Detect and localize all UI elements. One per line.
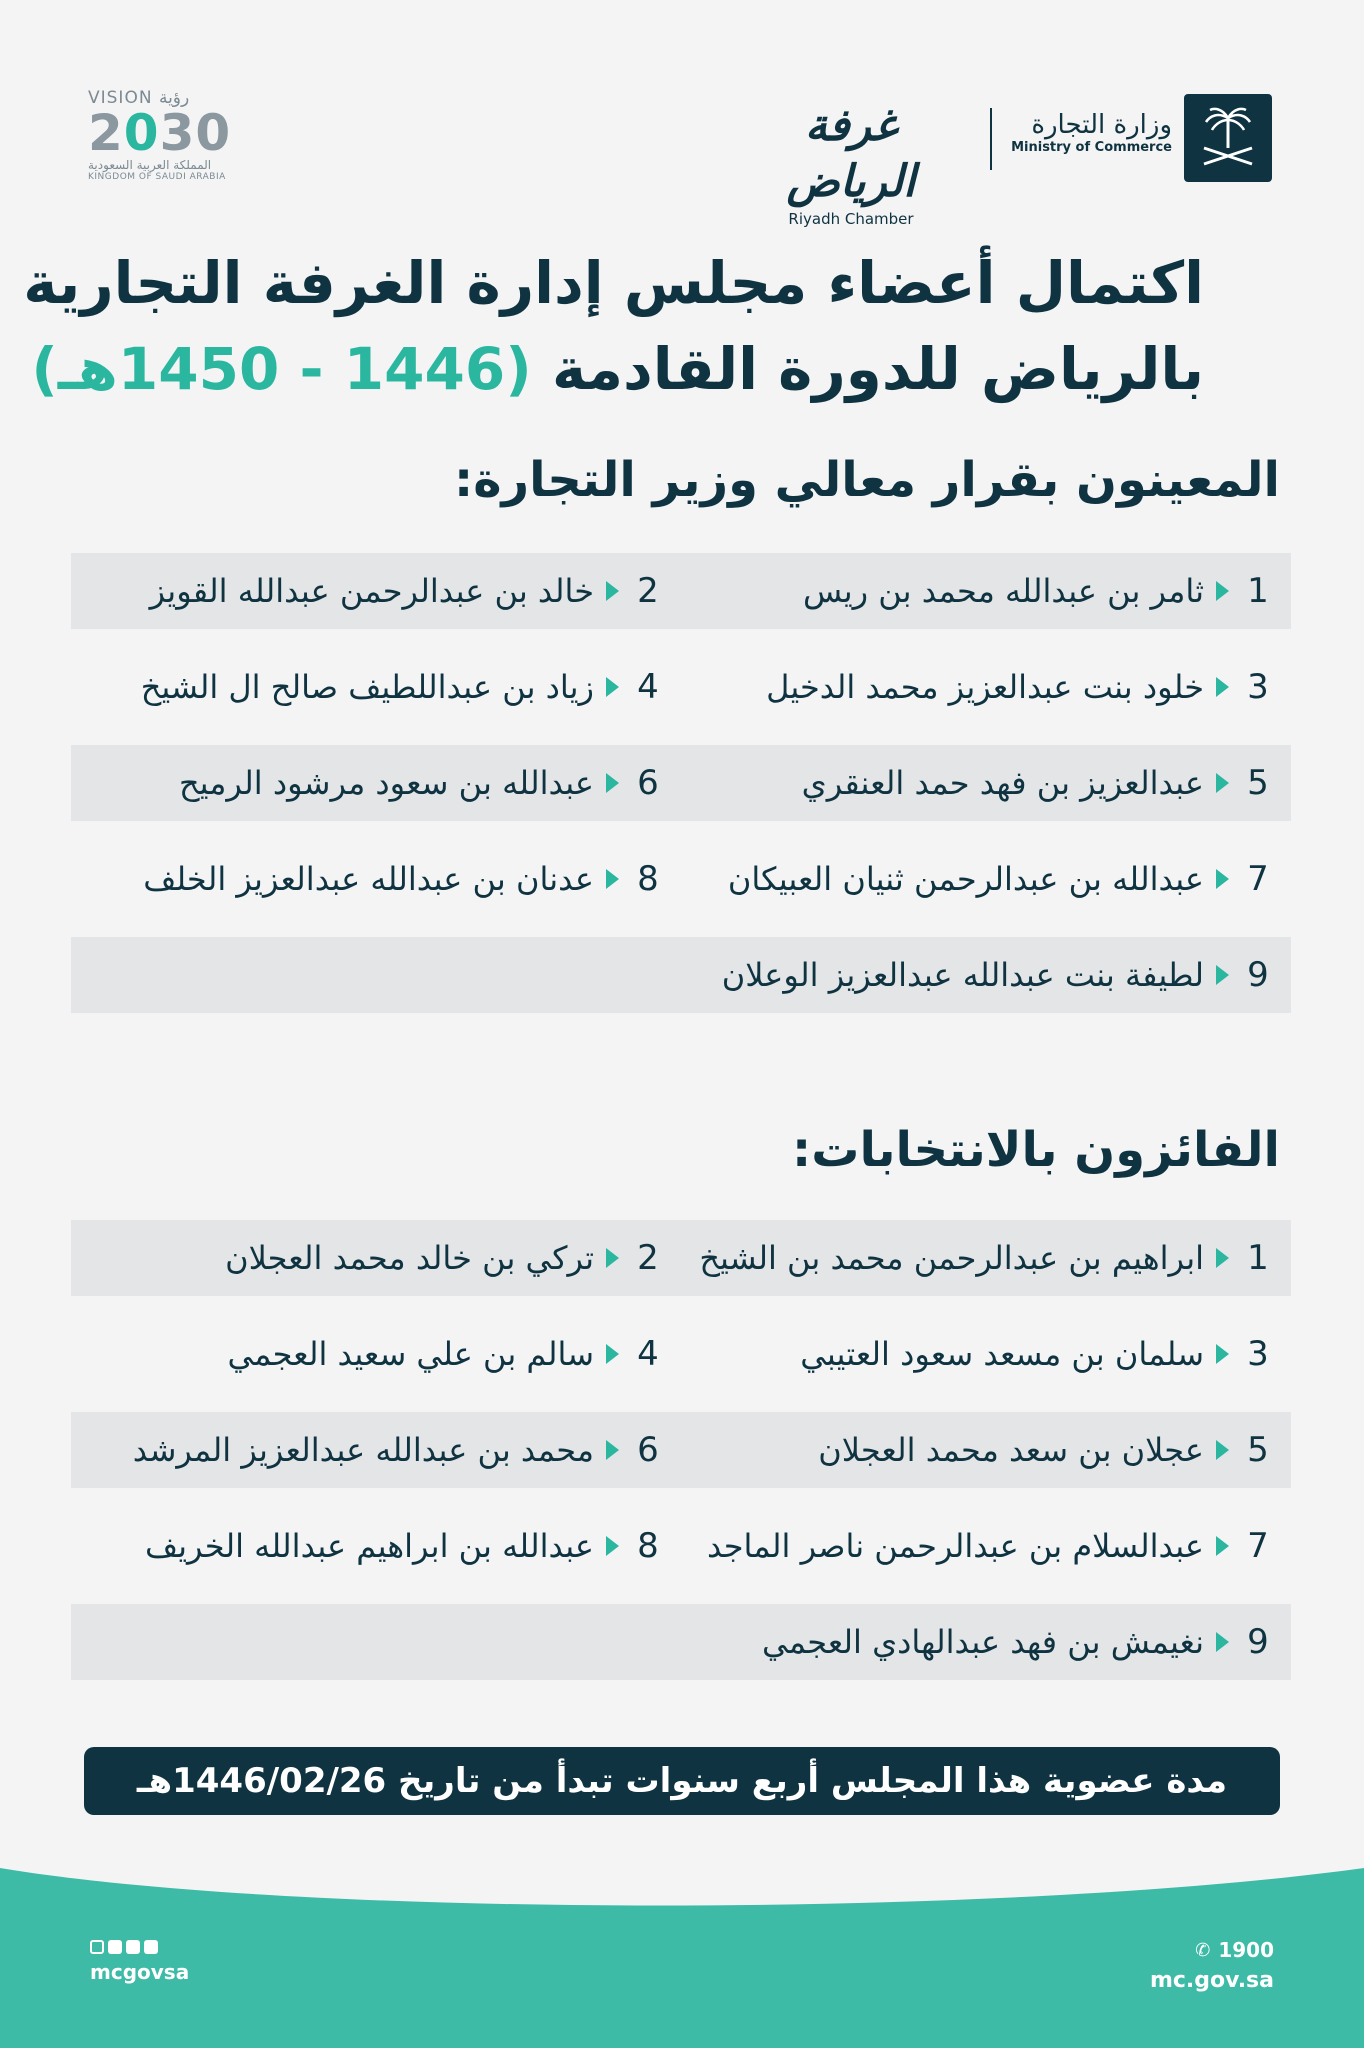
social-handle[interactable]: mcgovsa — [90, 1960, 190, 1984]
elected-heading: الفائزون بالانتخابات: — [792, 1122, 1280, 1178]
member-number: 1 — [1247, 571, 1269, 611]
member-number: 6 — [637, 1430, 659, 1470]
phone-icon: ✆ — [1195, 1939, 1211, 1961]
bullet-arrow-icon — [606, 1344, 619, 1364]
youtube-icon[interactable] — [144, 1940, 158, 1954]
member-row — [71, 841, 1291, 917]
member-item — [681, 649, 1291, 725]
member-item — [681, 937, 1291, 1013]
member-item — [71, 841, 681, 917]
bullet-arrow-icon — [1216, 1248, 1229, 1268]
member-name: زياد بن عبداللطيف صالح ال الشيخ — [140, 668, 594, 706]
member-number: 2 — [637, 571, 659, 611]
bullet-arrow-icon — [1216, 773, 1229, 793]
member-item — [681, 1412, 1291, 1488]
member-name: عبدالله بن سعود مرشود الرميح — [178, 764, 594, 802]
member-name: خالد بن عبدالرحمن عبدالله القويز — [149, 572, 594, 610]
member-name: لطيفة بنت عبدالله عبدالعزيز الوعلان — [721, 956, 1204, 994]
bullet-arrow-icon — [1216, 677, 1229, 697]
member-row — [71, 937, 1291, 1013]
member-name: عبدالله بن عبدالرحمن ثنيان العبيكان — [727, 860, 1204, 898]
member-name: تركي بن خالد محمد العجلان — [225, 1239, 594, 1277]
member-number: 4 — [637, 667, 659, 707]
bullet-arrow-icon — [1216, 1440, 1229, 1460]
phone-number: 1900 — [1218, 1938, 1274, 1962]
member-item — [681, 1508, 1291, 1584]
member-item — [71, 1508, 681, 1584]
bullet-arrow-icon — [606, 773, 619, 793]
vision-2030-logo — [88, 88, 248, 182]
member-name: عجلان بن سعد محمد العجلان — [818, 1431, 1204, 1469]
member-item — [71, 649, 681, 725]
bullet-arrow-icon — [606, 1248, 619, 1268]
member-item — [71, 553, 681, 629]
bullet-arrow-icon — [606, 1536, 619, 1556]
vision-label: VISION رؤية — [88, 88, 190, 108]
facebook-icon[interactable] — [126, 1940, 140, 1954]
member-number: 5 — [1247, 1430, 1269, 1470]
member-name: عبدالله بن ابراهيم عبدالله الخريف — [145, 1527, 594, 1565]
member-row — [71, 1220, 1291, 1296]
member-number: 3 — [1247, 667, 1269, 707]
bullet-arrow-icon — [606, 677, 619, 697]
member-row — [71, 1604, 1291, 1680]
member-item — [681, 841, 1291, 917]
term-note-banner — [84, 1747, 1280, 1815]
member-name: نغيمش بن فهد عبدالهادي العجمي — [762, 1623, 1204, 1661]
social-icons — [90, 1940, 189, 1954]
member-name: محمد بن عبدالله عبدالعزيز المرشد — [132, 1431, 594, 1469]
palm-swords-icon — [1184, 94, 1272, 182]
member-item — [71, 1316, 681, 1392]
ministry-name-english: Ministry of Commerce — [1011, 140, 1172, 155]
chamber-name-english: Riyadh Chamber — [788, 210, 914, 228]
bullet-arrow-icon — [1216, 965, 1229, 985]
bullet-arrow-icon — [1216, 869, 1229, 889]
appointed-heading: المعينون بقرار معالي وزير التجارة: — [454, 452, 1280, 508]
chamber-name-arabic: غرفة الرياض — [786, 100, 916, 207]
member-row — [71, 745, 1291, 821]
title-line-1: اكتمال أعضاء مجلس إدارة الغرفة التجارية — [23, 249, 1204, 317]
member-name: ثامر بن عبدالله محمد بن ريس — [802, 572, 1204, 610]
appointed-members-list — [71, 553, 1291, 1033]
header-divider — [990, 108, 992, 170]
vision-kingdom-english: KINGDOM OF SAUDI ARABIA — [88, 172, 226, 182]
ministry-name — [1011, 110, 1172, 155]
phone-line[interactable] — [1150, 1938, 1274, 1962]
x-icon[interactable] — [108, 1940, 122, 1954]
member-number: 7 — [1247, 859, 1269, 899]
member-name: عبدالسلام بن عبدالرحمن ناصر الماجد — [706, 1527, 1204, 1565]
bullet-arrow-icon — [1216, 1344, 1229, 1364]
member-item — [681, 1604, 1291, 1680]
member-item — [681, 745, 1291, 821]
ministry-name-arabic: وزارة التجارة — [1031, 110, 1172, 140]
member-number: 5 — [1247, 763, 1269, 803]
website-link[interactable]: mc.gov.sa — [1149, 1968, 1274, 1993]
member-name: ابراهيم بن عبدالرحمن محمد بن الشيخ — [699, 1239, 1204, 1277]
member-name: عدنان بن عبدالله عبدالعزيز الخلف — [143, 860, 594, 898]
member-number: 3 — [1247, 1334, 1269, 1374]
member-number: 4 — [637, 1334, 659, 1374]
instagram-icon[interactable] — [90, 1940, 104, 1954]
elected-members-list — [71, 1220, 1291, 1700]
bullet-arrow-icon — [1216, 1632, 1229, 1652]
member-item — [681, 553, 1291, 629]
member-number: 6 — [637, 763, 659, 803]
member-number: 1 — [1247, 1238, 1269, 1278]
member-row — [71, 1316, 1291, 1392]
member-name: عبدالعزيز بن فهد حمد العنقري — [801, 764, 1204, 802]
riyadh-chamber-logo — [746, 98, 956, 228]
title-line-2: بالرياض للدورة القادمة (1446 - 1450هـ) — [31, 335, 1204, 403]
member-number: 2 — [637, 1238, 659, 1278]
header — [0, 88, 1364, 228]
member-number: 8 — [637, 1526, 659, 1566]
footer-social — [90, 1940, 189, 1984]
member-number: 9 — [1247, 955, 1269, 995]
title-term-years: (1446 - 1450هـ) — [31, 335, 532, 403]
member-row — [71, 1412, 1291, 1488]
saudi-emblem-logo — [1184, 94, 1272, 182]
member-item — [71, 1604, 681, 1680]
bullet-arrow-icon — [1216, 1536, 1229, 1556]
member-number: 9 — [1247, 1622, 1269, 1662]
member-name: خلود بنت عبدالعزيز محمد الدخيل — [766, 668, 1204, 706]
bullet-arrow-icon — [606, 869, 619, 889]
footer-contact — [1150, 1938, 1274, 1993]
vision-number: 2030 — [88, 104, 232, 162]
member-item — [71, 937, 681, 1013]
bullet-arrow-icon — [606, 1440, 619, 1460]
member-item — [681, 1220, 1291, 1296]
bullet-arrow-icon — [1216, 581, 1229, 601]
member-item — [71, 745, 681, 821]
member-name: سالم بن علي سعيد العجمي — [227, 1335, 594, 1373]
term-note-text: مدة عضوية هذا المجلس أربع سنوات تبدأ من تاريخ 1446/02/26هـ — [136, 1761, 1228, 1801]
bullet-arrow-icon — [606, 581, 619, 601]
member-number: 7 — [1247, 1526, 1269, 1566]
member-row — [71, 553, 1291, 629]
member-item — [71, 1220, 681, 1296]
member-name: سلمان بن مسعد سعود العتيبي — [800, 1335, 1204, 1373]
member-row — [71, 1508, 1291, 1584]
member-number: 8 — [637, 859, 659, 899]
member-item — [71, 1412, 681, 1488]
member-item — [681, 1316, 1291, 1392]
vision-kingdom-arabic: المملكة العربية السعودية — [88, 158, 212, 172]
member-row — [71, 649, 1291, 725]
page-title — [23, 240, 1204, 412]
